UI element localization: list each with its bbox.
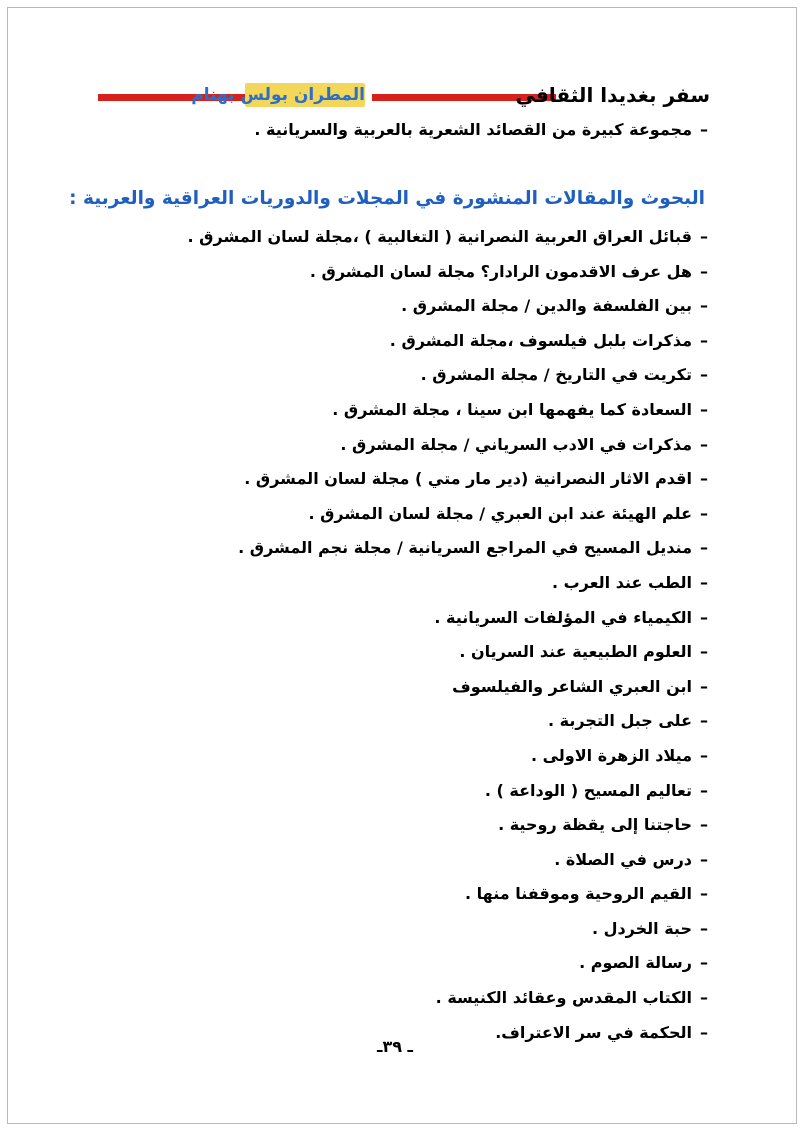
list-item [150,358,708,393]
section-heading: البحوث والمقالات المنشورة في المجلات والدوريات العراقية والعربية : [69,188,705,209]
list-item [150,531,708,566]
list-item-text: علم الهيئة عند ابن العبري / مجلة لسان المشرق . [308,503,692,523]
list-marker: – [700,365,708,385]
page-number: ـ ٣٩ـ [376,1037,414,1056]
list-item [150,843,708,878]
list-item-text: تكريت في التاريخ / مجلة المشرق . [420,365,692,385]
list-item [150,601,708,636]
author-name: المطران بولس بهنام [191,85,365,105]
list-item-text: العلوم الطبيعية عند السريان . [459,642,692,662]
list-item-text: درس في الصلاة . [554,849,692,869]
list-marker: – [700,1022,708,1042]
list-item [150,497,708,532]
list-item-text: قبائل العراق العربية النصرانية ( التغالبية ) ،مجلة لسان المشرق . [187,227,692,246]
list-marker: – [700,953,708,973]
list-marker: – [700,330,708,350]
list-marker: – [700,780,708,800]
list-item-text: مذكرات في الادب السرياني / مجلة المشرق . [340,434,692,454]
list-item-text: الكتاب المقدس وعقائد الكنيسة . [435,988,692,1008]
book-title: سفر بغديدا الثقافي [556,82,714,108]
list-item [150,566,708,601]
list-marker: – [700,607,708,627]
list-item [150,877,708,912]
list-marker: – [700,676,708,696]
list-marker: – [700,434,708,454]
list-item [150,704,708,739]
list-item [150,113,708,148]
list-item-text: رسالة الصوم . [579,953,692,973]
list-item-text: ميلاد الزهرة الاولى . [530,745,692,765]
list-marker: – [700,261,708,281]
list-marker: – [700,918,708,938]
list-marker: – [700,227,708,246]
list-marker: – [700,572,708,592]
list-item [150,289,708,324]
list-item-text: بين الفلسفة والدين / مجلة المشرق . [401,296,692,316]
list-item-text: مجموعة كبيرة من القصائد الشعرية بالعربية والسريانية . [254,120,692,139]
list-marker: – [700,120,708,139]
list-item [150,255,708,290]
list-item-text: الحكمة في سر الاعتراف. [495,1022,692,1042]
list-item-text: على جبل التجربة . [548,711,692,731]
list-item-text: القيم الروحية وموقفنا منها . [464,884,692,904]
list-item [150,462,708,497]
list-marker: – [700,642,708,662]
list-marker: – [700,711,708,731]
list-item [150,428,708,463]
list-item-text: منديل المسيح في المراجع السريانية / مجلة نجم المشرق . [238,538,692,558]
list-item [150,393,708,428]
list-item-text: السعادة كما يفهمها ابن سينا ، مجلة المشرق . [332,399,692,419]
list-marker: – [700,469,708,489]
list-item [150,670,708,705]
list-item [150,912,708,947]
list-item-text: اقدم الاثار النصرانية (دير مار متي ) مجلة لسان المشرق . [244,469,692,489]
list-item [150,220,708,255]
list-item-text: تعاليم المسيح ( الوداعة ) . [484,780,692,800]
list-item-text: ابن العبري الشاعر والفيلسوف [452,676,692,696]
list-marker: – [700,296,708,316]
list-marker: – [700,745,708,765]
list-marker: – [700,884,708,904]
articles-list [150,220,708,1050]
list-item [150,774,708,809]
intro-list [150,113,708,148]
list-item-text: الكيمياء في المؤلفات السريانية . [434,607,692,627]
list-marker: – [700,815,708,835]
list-item [150,635,708,670]
list-item [150,808,708,843]
list-item [150,739,708,774]
list-item-text: هل عرف الاقدمون الرادار؟ مجلة لسان المشرق . [309,261,692,281]
list-item-text: مذكرات بلبل فيلسوف ،مجلة المشرق . [389,330,692,350]
list-marker: – [700,503,708,523]
list-item [150,324,708,359]
list-item-text: حبة الخردل . [591,918,692,938]
list-marker: – [700,988,708,1008]
list-item-text: الطب عند العرب . [551,572,692,592]
list-marker: – [700,849,708,869]
list-marker: – [700,538,708,558]
list-item [150,981,708,1016]
list-marker: – [700,399,708,419]
list-item [150,946,708,981]
list-item-text: حاجتنا إلى يقظة روحية . [498,815,692,835]
